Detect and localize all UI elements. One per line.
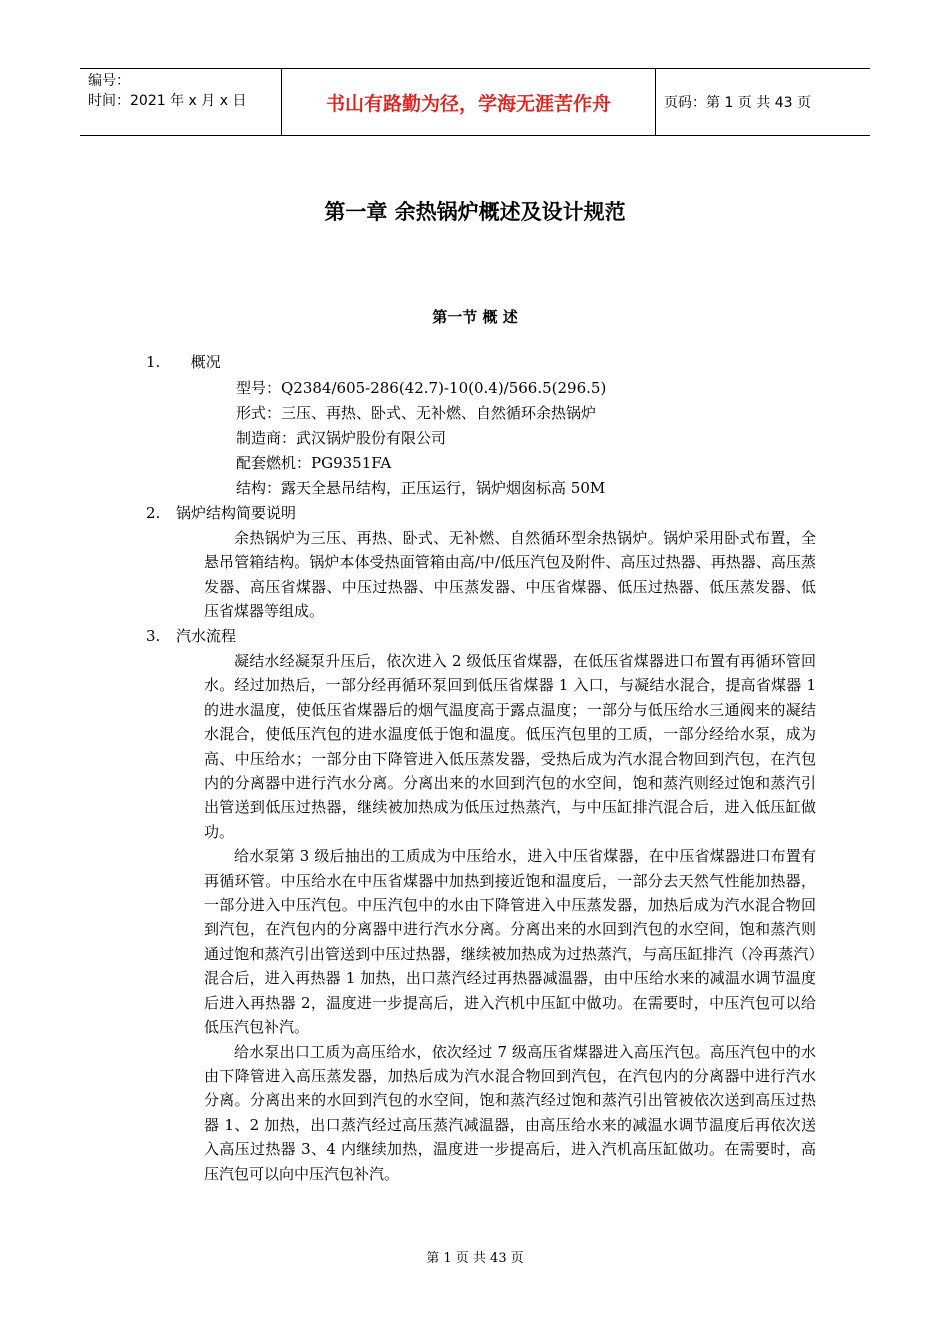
spec-model: 型号：Q2384/605-286(42.7)-10(0.4)/566.5(296.5) — [236, 379, 607, 397]
item-label: 概况 — [186, 353, 221, 371]
item-number: 3. — [146, 627, 161, 645]
list-item-overview — [146, 350, 221, 375]
chapter-title: 第一章 余热锅炉概述及设计规范 — [324, 200, 626, 224]
page-footer: 第 1 页 共 43 页 — [426, 1251, 524, 1266]
serial-label: 编号： — [88, 73, 130, 89]
item-label: 汽水流程 — [176, 627, 237, 645]
time-label: 时间：2021 年 x 月 x 日 — [88, 93, 247, 109]
header-motto: 书山有路勤为径，学海无涯苦作舟 — [282, 69, 656, 135]
spec-manufacturer: 制造商：武汉锅炉股份有限公司 — [236, 429, 447, 447]
section-title: 第一节 概 述 — [432, 308, 518, 326]
flow-paragraph-low-pressure: 凝结水经凝泵升压后，依次进入 2 级低压省煤器，在低压省煤器进口布置有再循环管回水。经过加热后，一部分经再循环泵回到低压省煤器 1 入口，与凝结水混合，提高省煤器 1 的进水温度，使低压省煤器后的烟气温度高于露点温度；一部分与低压给水三通阀来的凝结水混合，使低压汽包的进水温度低于饱和温度。低压汽包里的工质，一部分经给水泵，成为高、中压给水；一部分由下降管进入低压蒸发器，受热后成为汽水混合物回到汽包，在汽包内的分离器中进行汽水分离。分离出来的水回到汽包的水空间，饱和蒸汽则经过饱和蒸汽引出管送到低压过热器，继续被加热成为低压过热蒸汽，与中压缸排汽混合后，进入低压缸做功。 — [204, 652, 816, 841]
list-item-structure — [146, 501, 296, 526]
header-page-label: 页码：第 1 页 共 43 页 — [664, 95, 811, 111]
flow-description — [204, 649, 816, 1186]
structure-description — [204, 526, 816, 624]
page-header — [80, 68, 870, 136]
item-number: 2. — [146, 504, 161, 522]
item-label: 锅炉结构简要说明 — [176, 504, 297, 522]
spec-type: 形式：三压、再热、卧式、无补燃、自然循环余热锅炉 — [236, 404, 597, 422]
flow-paragraph-high-pressure: 给水泵出口工质为高压给水，依次经过 7 级高压省煤器进入高压汽包。高压汽包中的水由下降管进入高压蒸发器，加热后成为汽水混合物回到汽包，在汽包内的分离器中进行汽水分离。分离出来的水回到汽包的水空间，饱和蒸汽经过饱和蒸汽引出管被依次送到高压过热器 1、2 加热，出口蒸汽经过高压蒸汽减温器，由高压给水来的减温水调节温度后再依次送入高压过热器 3、4 内继续加热，温度进一步提高后，进入汽机高压缸做功。在需要时，高压汽包可以向中压汽包补汽。 — [204, 1042, 816, 1183]
item-number: 1. — [146, 353, 161, 371]
spec-structure: 结构：露天全悬吊结构，正压运行，锅炉烟囱标高 50M — [236, 479, 606, 497]
spec-gas-turbine: 配套燃机：PG9351FA — [236, 454, 392, 472]
list-item-flow — [146, 624, 236, 649]
structure-paragraph: 余热锅炉为三压、再热、卧式、无补燃、自然循环型余热锅炉。锅炉采用卧式布置，全悬吊管箱结构。锅炉本体受热面管箱由高/中/低压汽包及附件、高压过热器、再热器、高压蒸发器、高压省煤器、中压过热器、中压蒸发器、中压省煤器、低压过热器、低压蒸发器、低压省煤器等组成。 — [204, 529, 816, 621]
flow-paragraph-mid-pressure: 给水泵第 3 级后抽出的工质成为中压给水，进入中压省煤器，在中压省煤器进口布置有再循环管。中压给水在中压省煤器中加热到接近饱和温度后，一部分去天然气性能加热器，一部分进入中压汽包。中压汽包中的水由下降管进入中压蒸发器，加热后成为汽水混合物回到汽包，在汽包内的分离器中进行汽水分离。分离出来的水回到汽包的水空间，饱和蒸汽则通过饱和蒸汽引出管送到中压过热器，继续被加热成为过热蒸汽，与高压缸排汽（冷再蒸汽）混合后，进入再热器 1 加热，出口蒸汽经过再热器减温器，由中压给水来的减温水调节温度后进入再热器 2，温度进一步提高后，进入汽机中压缸中做功。在需要时，中压汽包可以给低压汽包补汽。 — [204, 847, 816, 1037]
header-meta-cell — [80, 69, 282, 135]
